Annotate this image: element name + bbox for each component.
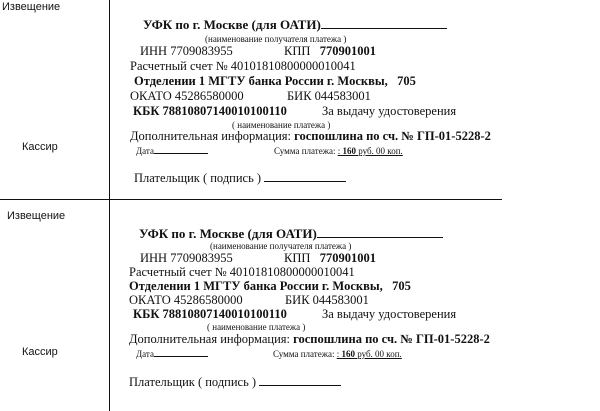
cashier-label: Кассир [22, 141, 58, 153]
signature-underline [259, 385, 341, 386]
payer-label: Плательщик ( подпись ) [134, 171, 262, 185]
kpp [284, 44, 376, 59]
cashier-label: Кассир [22, 346, 58, 358]
bik: БИК 044583001 [285, 293, 369, 307]
sum-value: 160 [341, 349, 355, 359]
sum-field: Сумма платежа: : 160 руб. 00 коп. [274, 146, 403, 156]
bank-code: 705 [392, 279, 411, 293]
extra-info [130, 129, 491, 144]
purpose-caption: ( наименование платежа ) [207, 322, 306, 332]
payer-signature [134, 171, 346, 186]
extra-info [129, 332, 490, 347]
notice-label: Извещение [2, 1, 61, 13]
sum-value: 160 [342, 146, 356, 156]
bik: БИК 044583001 [287, 89, 371, 103]
payer-signature [129, 375, 341, 390]
date-label: Дата [136, 349, 154, 359]
bank-line [134, 74, 416, 89]
sum-label: Сумма платежа: [274, 146, 336, 156]
date-underline [154, 356, 208, 357]
recipient-caption: (наименование получателя платежа ) [210, 241, 352, 251]
kbk: КБК 78810807140010100110 [133, 307, 287, 321]
kbk: КБК 78810807140010100110 [133, 104, 287, 118]
inn: ИНН 7709083955 [140, 44, 233, 58]
recipient-line [143, 17, 447, 33]
date-field [136, 349, 208, 359]
extra-info-label: Дополнительная информация: [129, 332, 290, 346]
extra-info-value: госпошлина по сч. № ГП-01-5228-2 [294, 129, 491, 143]
vertical-divider-bottom [109, 200, 110, 411]
kpp-label: КПП [284, 251, 311, 265]
recipient-name: УФК по г. Москве (для ОАТИ) [139, 226, 317, 241]
sum-unit: руб. 00 коп. [358, 146, 403, 156]
okato: ОКАТО 45286580000 [129, 293, 243, 307]
date-underline [154, 153, 208, 154]
notice-label: Извещение [7, 210, 66, 222]
bank-line [129, 279, 411, 294]
sum-field: Сумма платежа: : 160 руб. 00 коп. [273, 349, 402, 359]
date-field [136, 146, 208, 156]
extra-info-label: Дополнительная информация: [130, 129, 291, 143]
recipient-name: УФК по г. Москве (для ОАТИ) [143, 17, 321, 32]
kpp-value: 770901001 [319, 44, 377, 58]
recipient-caption: (наименование получателя платежа ) [205, 34, 347, 44]
account-number: Расчетный счет № 40101810800000010041 [130, 59, 356, 73]
horizontal-divider [0, 199, 502, 200]
recipient-line [139, 226, 443, 242]
bank-code: 705 [397, 74, 416, 88]
bank-name: Отделении 1 МГТУ банка России г. Москвы, [134, 74, 388, 88]
kpp-value: 770901001 [319, 251, 377, 265]
purpose: За выдачу удостоверения [322, 104, 457, 118]
payer-label: Плательщик ( подпись ) [129, 375, 257, 389]
recipient-underline [317, 237, 443, 238]
kpp [284, 251, 376, 266]
date-label: Дата [136, 146, 154, 156]
purpose-caption: ( наименование платежа ) [232, 120, 331, 130]
account-number: Расчетный счет № 40101810800000010041 [129, 265, 355, 279]
purpose: За выдачу удостоверения [322, 307, 457, 321]
okato: ОКАТО 45286580000 [130, 89, 244, 103]
recipient-underline [321, 28, 447, 29]
sum-unit: руб. 00 коп. [357, 349, 402, 359]
signature-underline [264, 181, 346, 182]
kpp-label: КПП [284, 44, 311, 58]
bank-name: Отделении 1 МГТУ банка России г. Москвы, [129, 279, 383, 293]
extra-info-value: госпошлина по сч. № ГП-01-5228-2 [293, 332, 490, 346]
inn: ИНН 7709083955 [140, 251, 233, 265]
vertical-divider-top [109, 0, 110, 200]
sum-label: Сумма платежа: [273, 349, 335, 359]
